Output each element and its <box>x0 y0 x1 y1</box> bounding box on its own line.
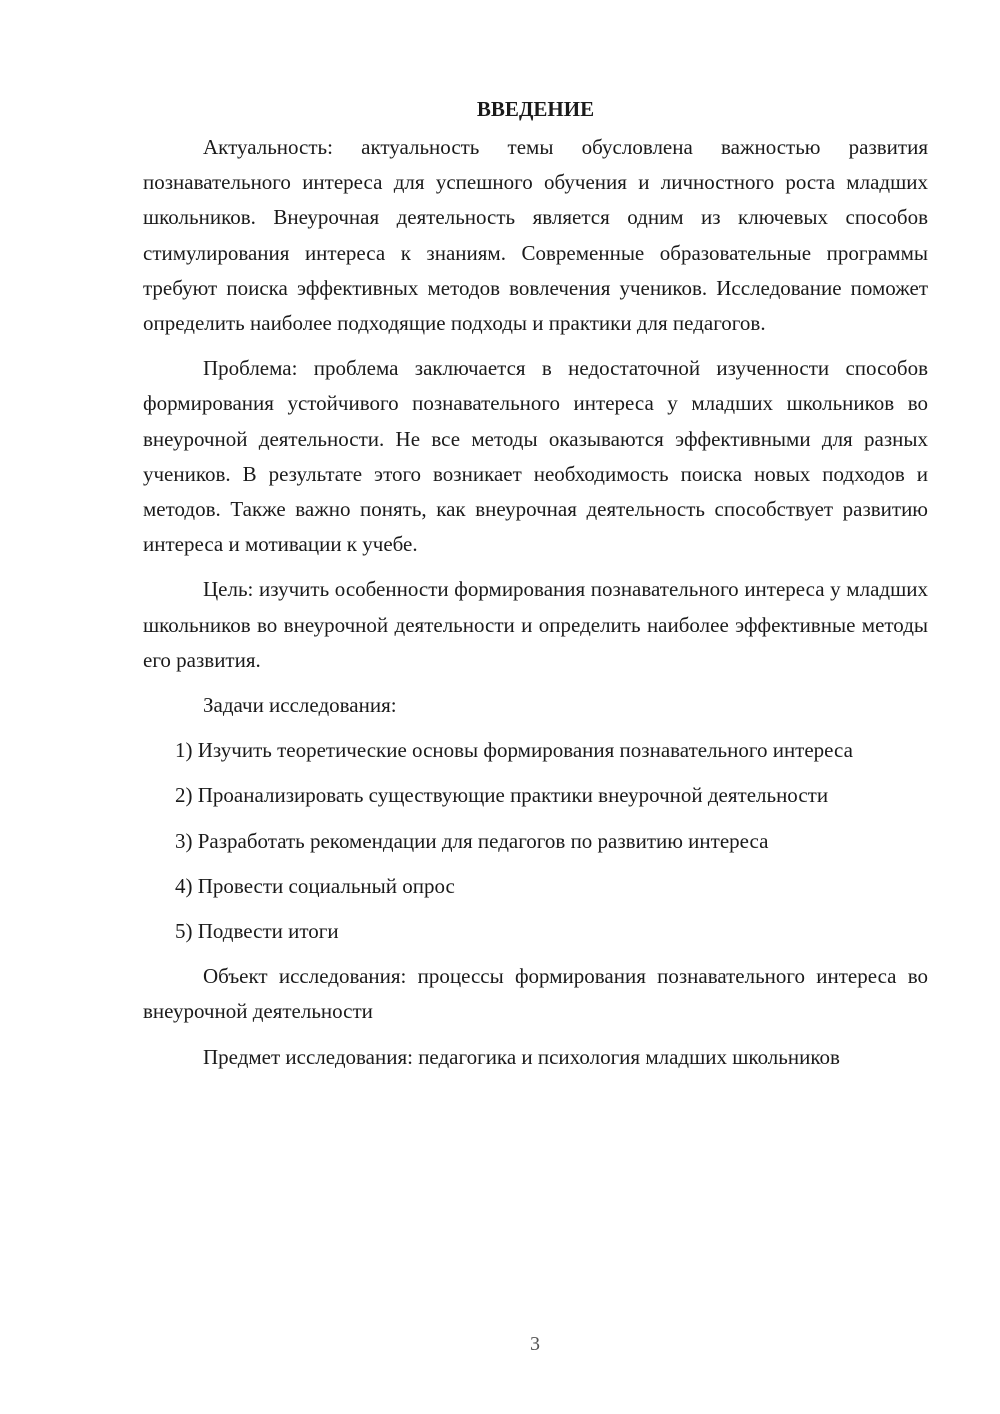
relevance-paragraph: Актуальность: актуальность темы обусловлена важностью развития познавательного интереса для успешного обучения и личностного роста младших школьников. Внеурочная деятельность является одним из ключевых способов стимулирования интереса к знаниям. Современные образовательные программы требуют поиска эффективных методов вовлечения учеников. Исследование поможет определить наиболее подходящие подходы и практики для педагогов. <box>143 135 928 336</box>
section-heading: ВВЕДЕНИЕ <box>476 97 595 121</box>
task-item-2: 2) Проанализировать существующие практики внеурочной деятельности <box>175 783 829 808</box>
task-item-3: 3) Разработать рекомендации для педагогов по развитию интереса <box>175 828 769 853</box>
task-item-4: 4) Провести социальный опрос <box>175 873 455 898</box>
object-paragraph: Объект исследования: процессы формирования познавательного интереса во внеурочной деятельности <box>143 964 928 1024</box>
subject-paragraph: Предмет исследования: педагогика и психология младших школьников <box>203 1044 840 1069</box>
problem-paragraph: Проблема: проблема заключается в недостаточной изученности способов формирования устойчивого познавательного интереса у младших школьников во внеурочной деятельности. Не все методы оказываются эффективными для разных учеников. В результате этого возникает необходимость поиска новых подходов и методов. Также важно понять, как внеурочная деятельность способствует развитию интереса и мотивации к учебе. <box>143 356 928 557</box>
tasks-title: Задачи исследования: <box>203 693 397 718</box>
page-number: 3 <box>530 1333 540 1355</box>
goal-paragraph: Цель: изучить особенности формирования познавательного интереса у младших школьников во внеурочной деятельности и определить наиболее эффективные методы его развития. <box>143 577 928 672</box>
document-body <box>143 92 928 1085</box>
task-item-1: 1) Изучить теоретические основы формирования познавательного интереса <box>175 738 853 763</box>
task-item-5: 5) Подвести итоги <box>175 919 339 944</box>
